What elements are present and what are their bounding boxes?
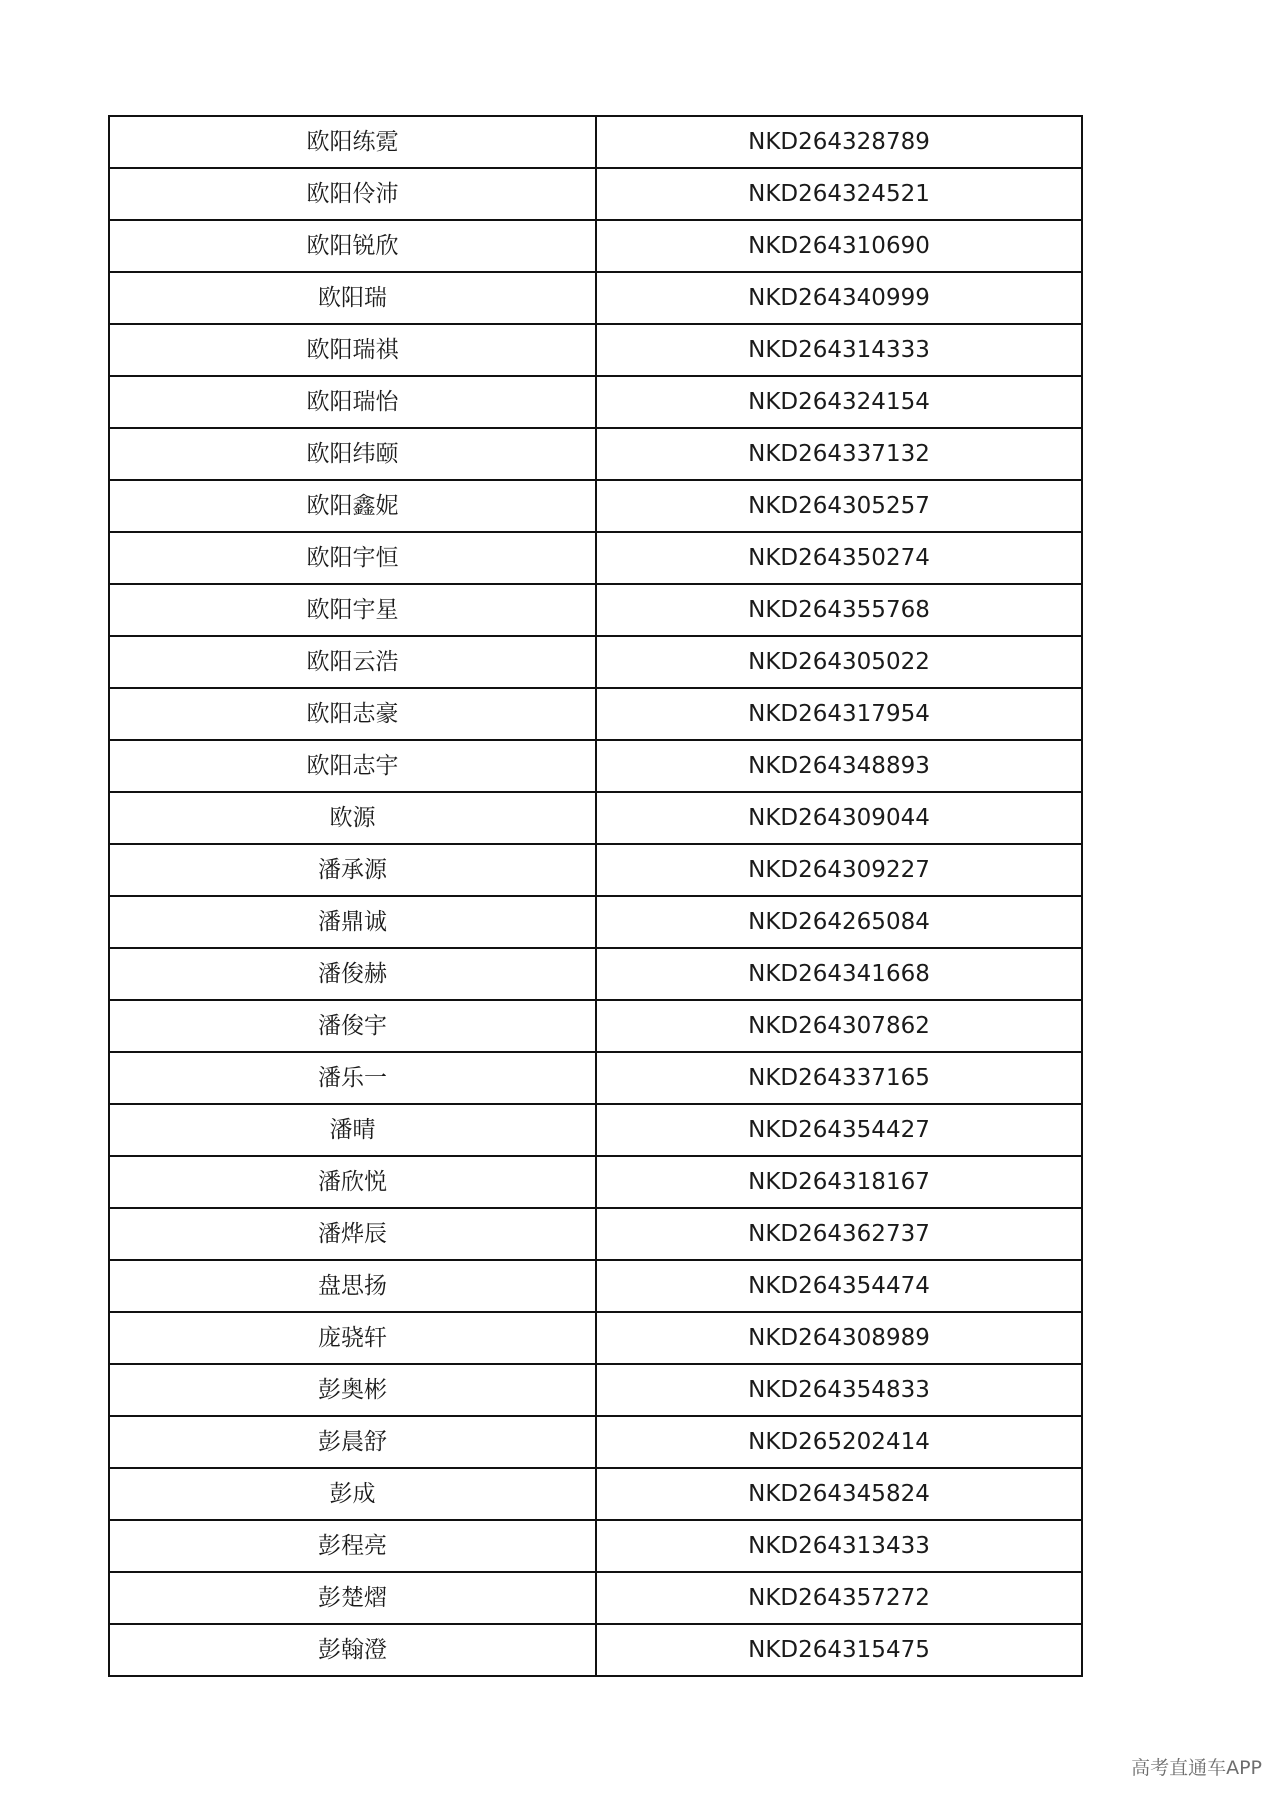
name-cell: 欧阳云浩 <box>109 636 596 688</box>
table-row <box>109 1156 1082 1208</box>
table-row <box>109 584 1082 636</box>
table-row <box>109 324 1082 376</box>
name-cell: 潘鼎诚 <box>109 896 596 948</box>
name-cell: 盘思扬 <box>109 1260 596 1312</box>
name-cell: 潘俊赫 <box>109 948 596 1000</box>
table-row <box>109 376 1082 428</box>
name-cell: 彭楚熠 <box>109 1572 596 1624</box>
table-row <box>109 272 1082 324</box>
name-cell: 欧源 <box>109 792 596 844</box>
table-row <box>109 948 1082 1000</box>
id-cell: NKD264341668 <box>596 948 1082 1000</box>
id-cell: NKD264354833 <box>596 1364 1082 1416</box>
table-row <box>109 116 1082 168</box>
name-cell: 欧阳志豪 <box>109 688 596 740</box>
name-cell: 潘欣悦 <box>109 1156 596 1208</box>
name-cell: 欧阳锐欣 <box>109 220 596 272</box>
name-cell: 庞骁轩 <box>109 1312 596 1364</box>
table-row <box>109 1416 1082 1468</box>
name-cell: 潘承源 <box>109 844 596 896</box>
id-cell: NKD264324521 <box>596 168 1082 220</box>
name-cell: 彭程亮 <box>109 1520 596 1572</box>
name-cell: 欧阳鑫妮 <box>109 480 596 532</box>
name-cell: 彭晨舒 <box>109 1416 596 1468</box>
name-cell: 彭奥彬 <box>109 1364 596 1416</box>
table-row <box>109 428 1082 480</box>
name-cell: 潘乐一 <box>109 1052 596 1104</box>
id-cell: NKD264309227 <box>596 844 1082 896</box>
id-cell: NKD264317954 <box>596 688 1082 740</box>
watermark-text: 高考直通车APP <box>1131 1757 1262 1779</box>
id-cell: NKD264337165 <box>596 1052 1082 1104</box>
id-cell: NKD264309044 <box>596 792 1082 844</box>
name-cell: 欧阳宇恒 <box>109 532 596 584</box>
table-row <box>109 480 1082 532</box>
id-cell: NKD264324154 <box>596 376 1082 428</box>
name-cell: 欧阳瑞 <box>109 272 596 324</box>
id-cell: NKD264314333 <box>596 324 1082 376</box>
table-row <box>109 1364 1082 1416</box>
id-cell: NKD264345824 <box>596 1468 1082 1520</box>
id-cell: NKD264354474 <box>596 1260 1082 1312</box>
table-row <box>109 532 1082 584</box>
name-cell: 欧阳伶沛 <box>109 168 596 220</box>
table-row <box>109 220 1082 272</box>
table-row <box>109 688 1082 740</box>
name-cell: 欧阳瑞祺 <box>109 324 596 376</box>
table-row <box>109 740 1082 792</box>
id-cell: NKD264313433 <box>596 1520 1082 1572</box>
id-cell: NKD264340999 <box>596 272 1082 324</box>
id-cell: NKD264315475 <box>596 1624 1082 1676</box>
id-cell: NKD264305022 <box>596 636 1082 688</box>
table-row <box>109 792 1082 844</box>
table-row <box>109 844 1082 896</box>
name-cell: 潘烨辰 <box>109 1208 596 1260</box>
name-cell: 潘晴 <box>109 1104 596 1156</box>
id-cell: NKD264310690 <box>596 220 1082 272</box>
table-row <box>109 1312 1082 1364</box>
id-cell: NKD264307862 <box>596 1000 1082 1052</box>
table-row <box>109 896 1082 948</box>
name-cell: 欧阳宇星 <box>109 584 596 636</box>
name-cell: 潘俊宇 <box>109 1000 596 1052</box>
table-row <box>109 1000 1082 1052</box>
table-row <box>109 1520 1082 1572</box>
roster-table <box>108 115 1083 1677</box>
name-cell: 欧阳纬颐 <box>109 428 596 480</box>
id-cell: NKD264348893 <box>596 740 1082 792</box>
id-cell: NKD264362737 <box>596 1208 1082 1260</box>
table-row <box>109 1572 1082 1624</box>
roster-table-body <box>109 116 1082 1676</box>
id-cell: NKD264357272 <box>596 1572 1082 1624</box>
id-cell: NKD264337132 <box>596 428 1082 480</box>
name-cell: 欧阳练霓 <box>109 116 596 168</box>
id-cell: NKD264354427 <box>596 1104 1082 1156</box>
table-row <box>109 636 1082 688</box>
table-row <box>109 1104 1082 1156</box>
id-cell: NKD265202414 <box>596 1416 1082 1468</box>
name-cell: 彭翰澄 <box>109 1624 596 1676</box>
table-row <box>109 1468 1082 1520</box>
table-row <box>109 1624 1082 1676</box>
name-cell: 欧阳瑞怡 <box>109 376 596 428</box>
table-row <box>109 1052 1082 1104</box>
name-cell: 欧阳志宇 <box>109 740 596 792</box>
name-cell: 彭成 <box>109 1468 596 1520</box>
table-row <box>109 168 1082 220</box>
id-cell: NKD264318167 <box>596 1156 1082 1208</box>
id-cell: NKD264305257 <box>596 480 1082 532</box>
id-cell: NKD264308989 <box>596 1312 1082 1364</box>
table-row <box>109 1260 1082 1312</box>
id-cell: NKD264350274 <box>596 532 1082 584</box>
id-cell: NKD264355768 <box>596 584 1082 636</box>
id-cell: NKD264328789 <box>596 116 1082 168</box>
table-row <box>109 1208 1082 1260</box>
id-cell: NKD264265084 <box>596 896 1082 948</box>
